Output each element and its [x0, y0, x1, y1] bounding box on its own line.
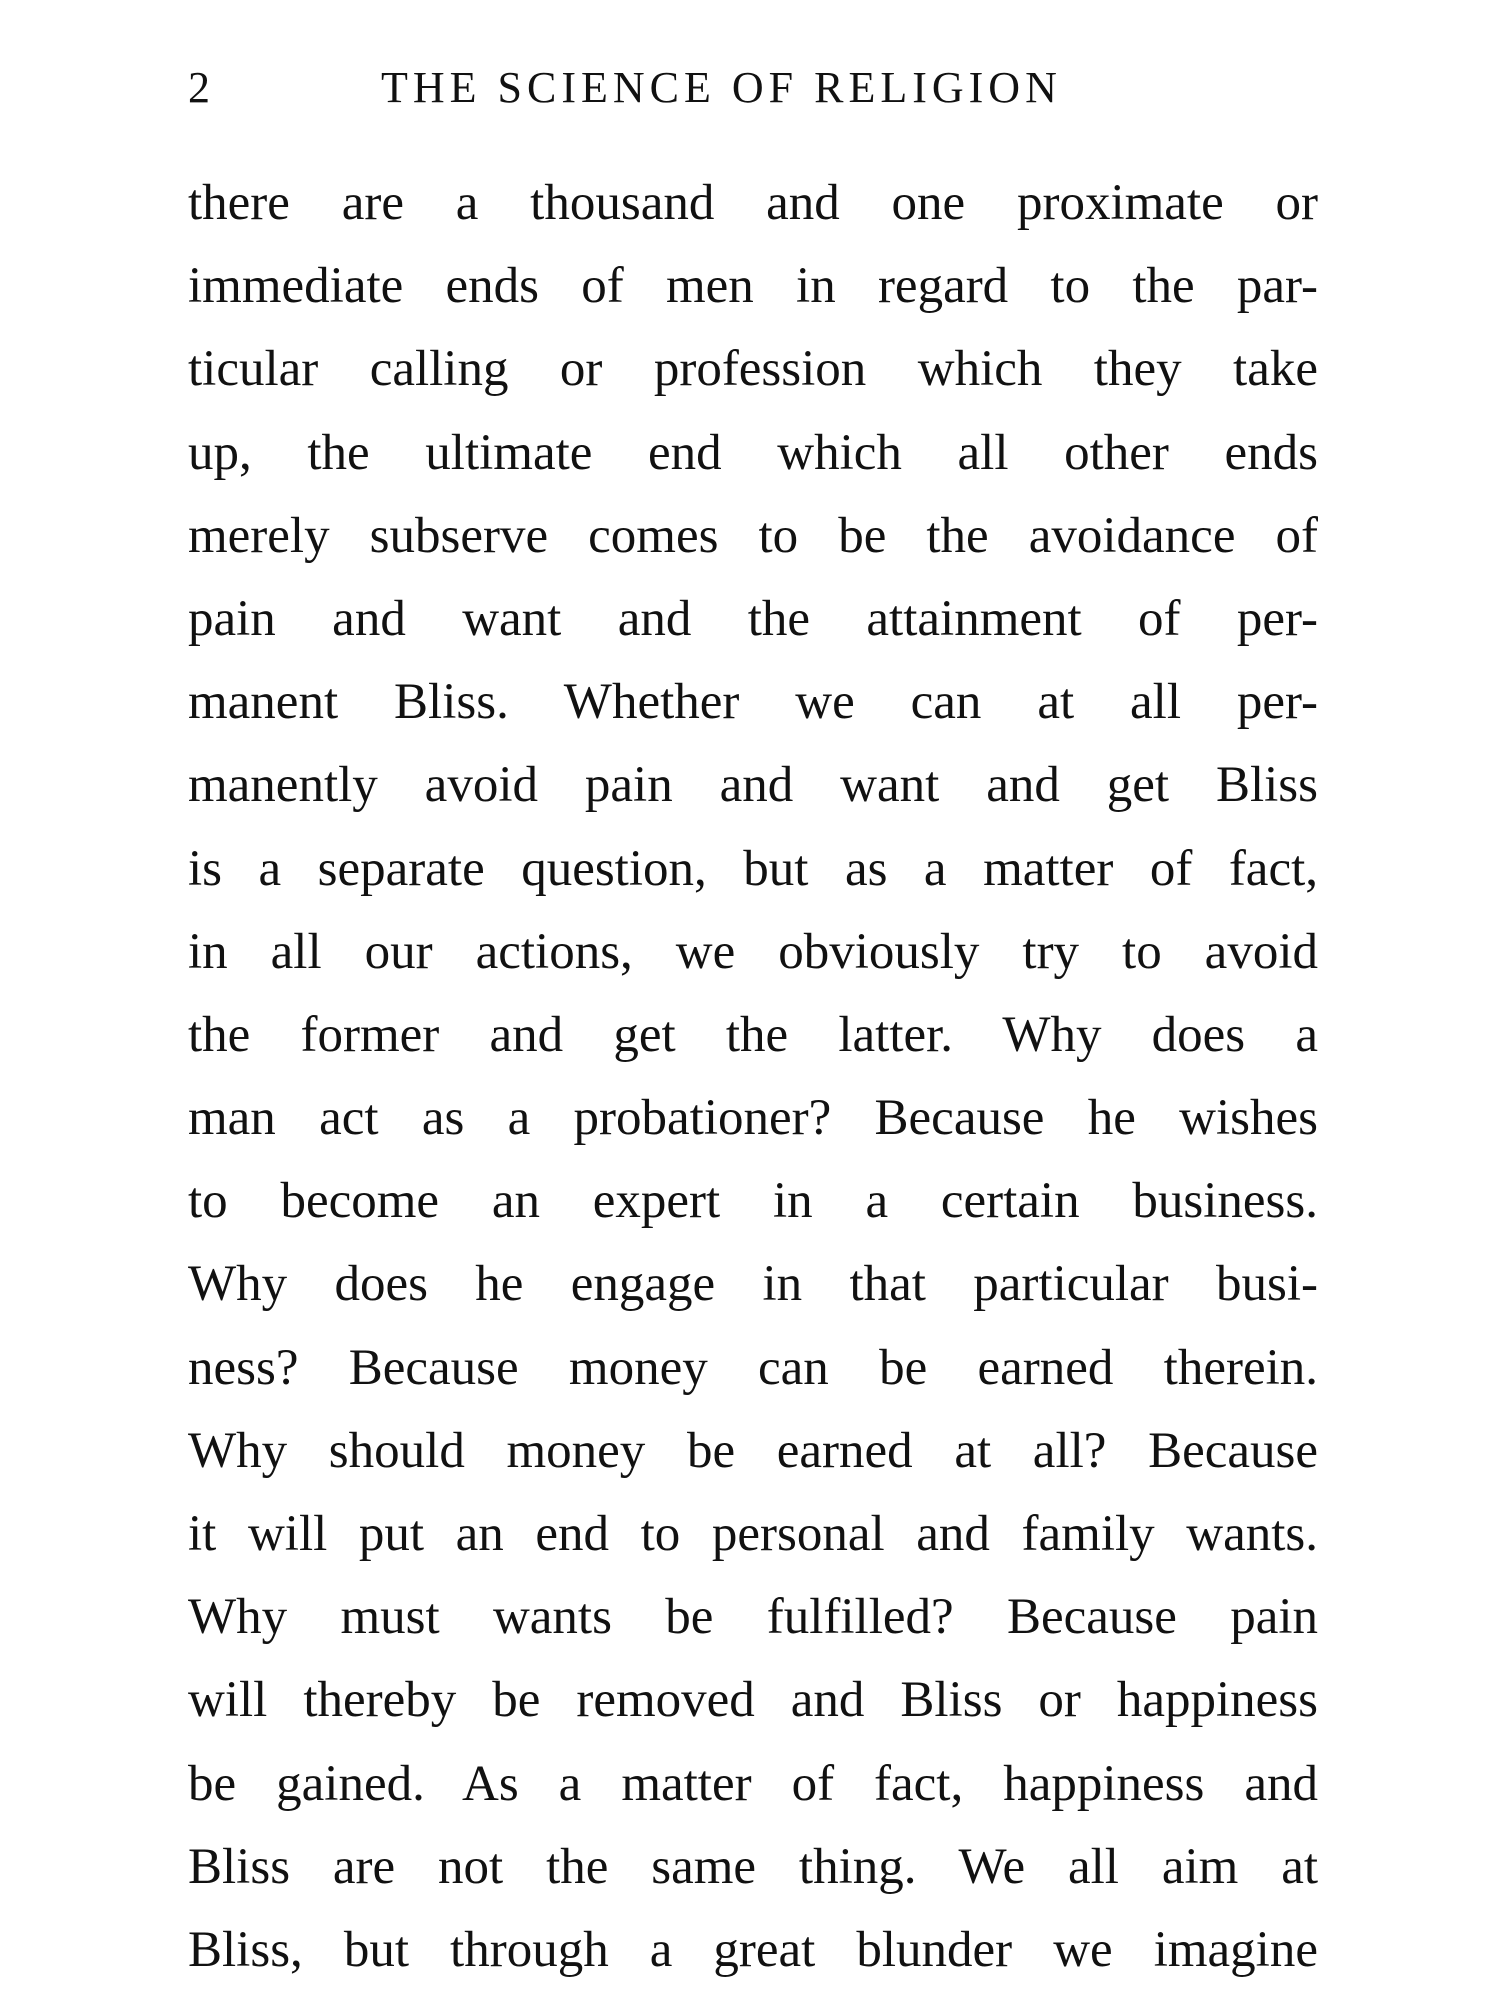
text-line: there are a thousand and one proximate or	[188, 175, 1318, 231]
text-line: the former and get the latter. Why does a	[188, 1006, 1318, 1063]
text-line: immediate ends of men in regard to the par-	[188, 258, 1318, 315]
text-line: man act as a probationer? Because he wishes	[188, 1090, 1318, 1147]
running-head	[188, 58, 1318, 118]
text-line: ness? Because money can be earned therein.	[188, 1339, 1318, 1396]
text-line: Why does he engage in that particular busi-	[188, 1256, 1318, 1313]
text-line: merely subserve comes to be the avoidance of	[188, 507, 1318, 564]
text-line: in all our actions, we obviously try to avoid	[188, 923, 1318, 980]
text-line: up, the ultimate end which all other ends	[188, 424, 1318, 481]
text-line: it will put an end to personal and family wants.	[188, 1506, 1318, 1562]
text-line: Why must wants be fulfilled? Because pain	[188, 1589, 1318, 1646]
text-line: manently avoid pain and want and get Bliss	[188, 757, 1318, 814]
text-line: ticular calling or profession which they take	[188, 341, 1318, 398]
page-number: 2	[188, 63, 210, 112]
running-title: THE SCIENCE OF RELIGION	[381, 63, 1062, 112]
text-line: Why should money be earned at all? Because	[188, 1422, 1318, 1479]
text-line: pain and want and the attainment of per-	[188, 590, 1318, 647]
text-line: Bliss are not the same thing. We all aim at	[188, 1838, 1318, 1895]
text-line: be gained. As a matter of fact, happiness and	[188, 1755, 1318, 1812]
text-line: manent Bliss. Whether we can at all per-	[188, 674, 1318, 731]
text-line: Bliss, but through a great blunder we imagine	[188, 1921, 1318, 1978]
text-line: to become an expert in a certain business.	[188, 1173, 1318, 1230]
text-line: will thereby be removed and Bliss or happiness	[188, 1672, 1318, 1729]
text-line: is a separate question, but as a matter of fact,	[188, 840, 1318, 897]
body-text	[188, 162, 1318, 1992]
